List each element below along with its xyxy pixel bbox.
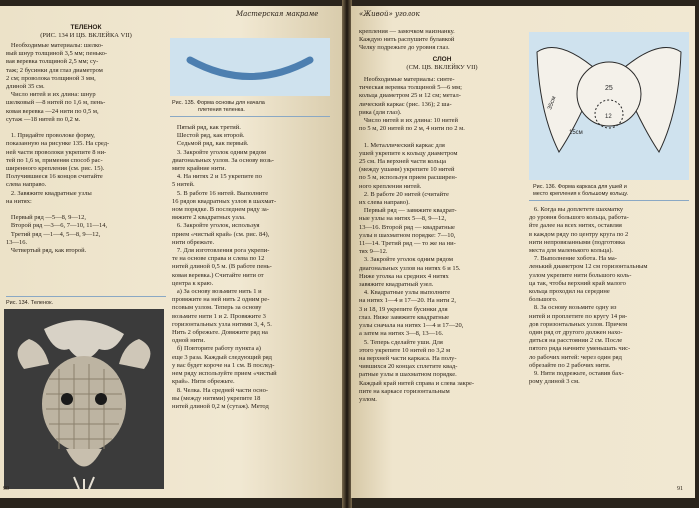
divider: [529, 200, 689, 201]
right-column-text: Пятый ряд, как третий. Шестой ряд, как второй. Седьмой ряд, как первый. 3. Закройте уголок одним рядом диагональных узлов. За основу возь- мите крайние нити. 4. На нитях 2 и 15 укрепите по 5 нитей. 5. В работе 16 нитей. Выполните 16 рядов квадратных узлов в шахмат- ном порядке. В последнем ряду за- вяжите 2 квадратных узла. 6. Закройте уголок, используя прием «чистый край» (см. рис. 84), нити обрежьте. 7. Для изготовления рога укрепи- те на основе справа и слева по 12 нитей длиной 0,5 м. (В работе пень- ковая веревка.) Считайте нити от центра к краю. а) За основу возьмите нить 1 и провяжите на ней нить 2 одним ре- псовым узлом. Теперь за основу возьмите нити 1 и 2. Провяжите 3 горизонтальных узла нитями 3, 4, 5. Нить 2 обрежьте. Довяжите ряд на одной нити. б) Повторите работу пункта а) еще 3 раза. Каждый следующий ряд у вас будет короче на 1 см. В послед- нем ряду используйте прием «чистый край». Нити обрежьте. 8. Челка. На средней части осно- вы (между нитями) укрепите 18 нитей длиной 0,2 м (сутаж). Метод: [172, 124, 277, 410]
divider: [6, 296, 166, 297]
divider: [170, 116, 330, 117]
label-15: 15см: [569, 130, 583, 136]
calf-macrame-image: [4, 309, 164, 489]
continued-text: крепления — замочком наизнанку. Каждую нить распушите булавкой Челку подрежьте до уровня глаз.: [359, 28, 455, 52]
wire-arc-drawing: [170, 38, 330, 96]
page-number: 90: [3, 486, 9, 492]
label-12: 12: [605, 114, 612, 120]
figure-136-frame-shape: [529, 32, 689, 180]
right-page: [351, 6, 695, 498]
section-title: ТЕЛЕНОК: [70, 24, 102, 31]
left-column-text: Необходимые материалы: синте- тическая веревка толщиной 5—6 мм; кольца диаметром 25 и 12 см; метал- лический каркас (рис. 136); 2 ша- рика (для глаз). Число нитей и их длина: 10 нитей по 5 м, 20 нитей по 2 м, 4 нити по 2 м. 1. Металлический каркас для ушей укрепите к кольцу диаметром 25 см. На верхней части кольца (между ушами) укрепите 10 нитей по 5 м, используя прием расширен- ного крепления нитей. 2. В работе 20 нитей (считайте их слева направо). Первый ряд — завяжите квадрат- ные узлы на нитях 5—8, 9—12, 13—16. Второй ряд — квадратные узлы в шахматном порядке: 7—10, 11—14. Третий ряд — то же на ни- тях 9—12. 3. Закройте уголок одним рядом диагональных узлов на нитях 6 и 15. Ниже уголка на средних 4 нитях завяжите квадратный узел. 4. Квадратные узлы выполните на нитях 1—4 и 17—20. На нити 2, 3 и 18, 19 укрепите бусинки для глаз. Ниже завяжите квадратные узлы сначала на нитях 1—4 и 17—20, а затем на нитях 3—8, 13—16. 5. Теперь сделайте уши. Для этого укрепите 10 нитей по 3,2 м на верхней части каркаса. На полу- чившихся 20 концах сплетите квад- ратные узлы в шахматном порядке. Каждый край нитей справа и слева закре- пите на каркасе горизонтальным узлом.: [359, 76, 475, 403]
label-35: 35см: [547, 95, 558, 111]
figure-134-calf-photo: [4, 309, 164, 489]
page-number: 91: [677, 486, 683, 492]
figure-134-caption: Рис. 134. Теленок.: [6, 300, 54, 306]
section-title: СЛОН: [432, 56, 452, 63]
ear-frame-drawing: [529, 32, 689, 180]
left-column-text: Необходимые материалы: шелко- вый шнур толщиной 3,5 мм; пенько- вая веревка толщиной 2,5 мм; су- таж; 2 бусинки для глаз диаметром 2 см; проволока толщиной 3 мм, длиной 35 см. Число нитей и их длина: шнур шелковый —8 нитей по 1,6 м, пень- ковая веревка —24 нити по 0,5 м, сутаж —18 нитей по 0,2 м. 1. Придайте проволоке форму, показанную на рисунке 135. На сред- ней части проволоки укрепите 8 ни- тей по 1,6 м, применяя способ рас- ширенного крепления (см. рис. 15). Получившиеся 16 концов считайте слева направо. 2. Завяжите квадратные узлы на нитях: Первый ряд —5—8, 9—12, Второй ряд —3—6, 7—10, 11—14, Третий ряд —1—4, 5—8, 9—12, 13—16. Четвертый ряд, как второй.: [6, 42, 110, 255]
left-page: [0, 6, 343, 498]
label-25: 25: [605, 85, 613, 92]
figure-135-wire-shape: [170, 38, 330, 96]
section-subtitle: (СМ. ЦВ. ВКЛЕЙКУ VII): [406, 64, 478, 71]
running-header-right: «Живой» уголок: [359, 10, 420, 18]
section-subtitle: (РИС. 134 И ЦВ. ВКЛЕЙКА VII): [40, 32, 132, 39]
figure-136-caption: Рис. 136. Форма каркаса для ушей и место крепления к большому кольцу.: [533, 184, 629, 197]
right-column-text: 6. Когда вы доплетете шахматку до уровня большого кольца, работа- йте далее на всех нитях, оставляя в каждом ряду по центру круга по 2 нити непровязанными (подготовка места для маленького кольца). 7. Выполнение хобота. На ма- ленький диаметром 12 см горизонтальным узлом укрепите нити большого коль- ца так, чтобы верхний край малого кольца проходил на середине большого. 8. За основу возьмите одну из нитей и проплетите по кругу 14 ря- дов горизонтальных узлов. Причем один ряд от другого должен нахо- диться на расстоянии 2 см. После пятого ряда начните уменьшать чис- ло рабочих нитей: через один ряд обрезайте по 2 рабочих нити. 9. Нити подрежьте, оставив бах- рому длиной 3 см.: [529, 206, 648, 386]
figure-135-caption: Рис. 135. Форма основы для начала плетения теленка.: [172, 100, 265, 113]
running-header-left: Мастерская макраме: [236, 10, 319, 18]
